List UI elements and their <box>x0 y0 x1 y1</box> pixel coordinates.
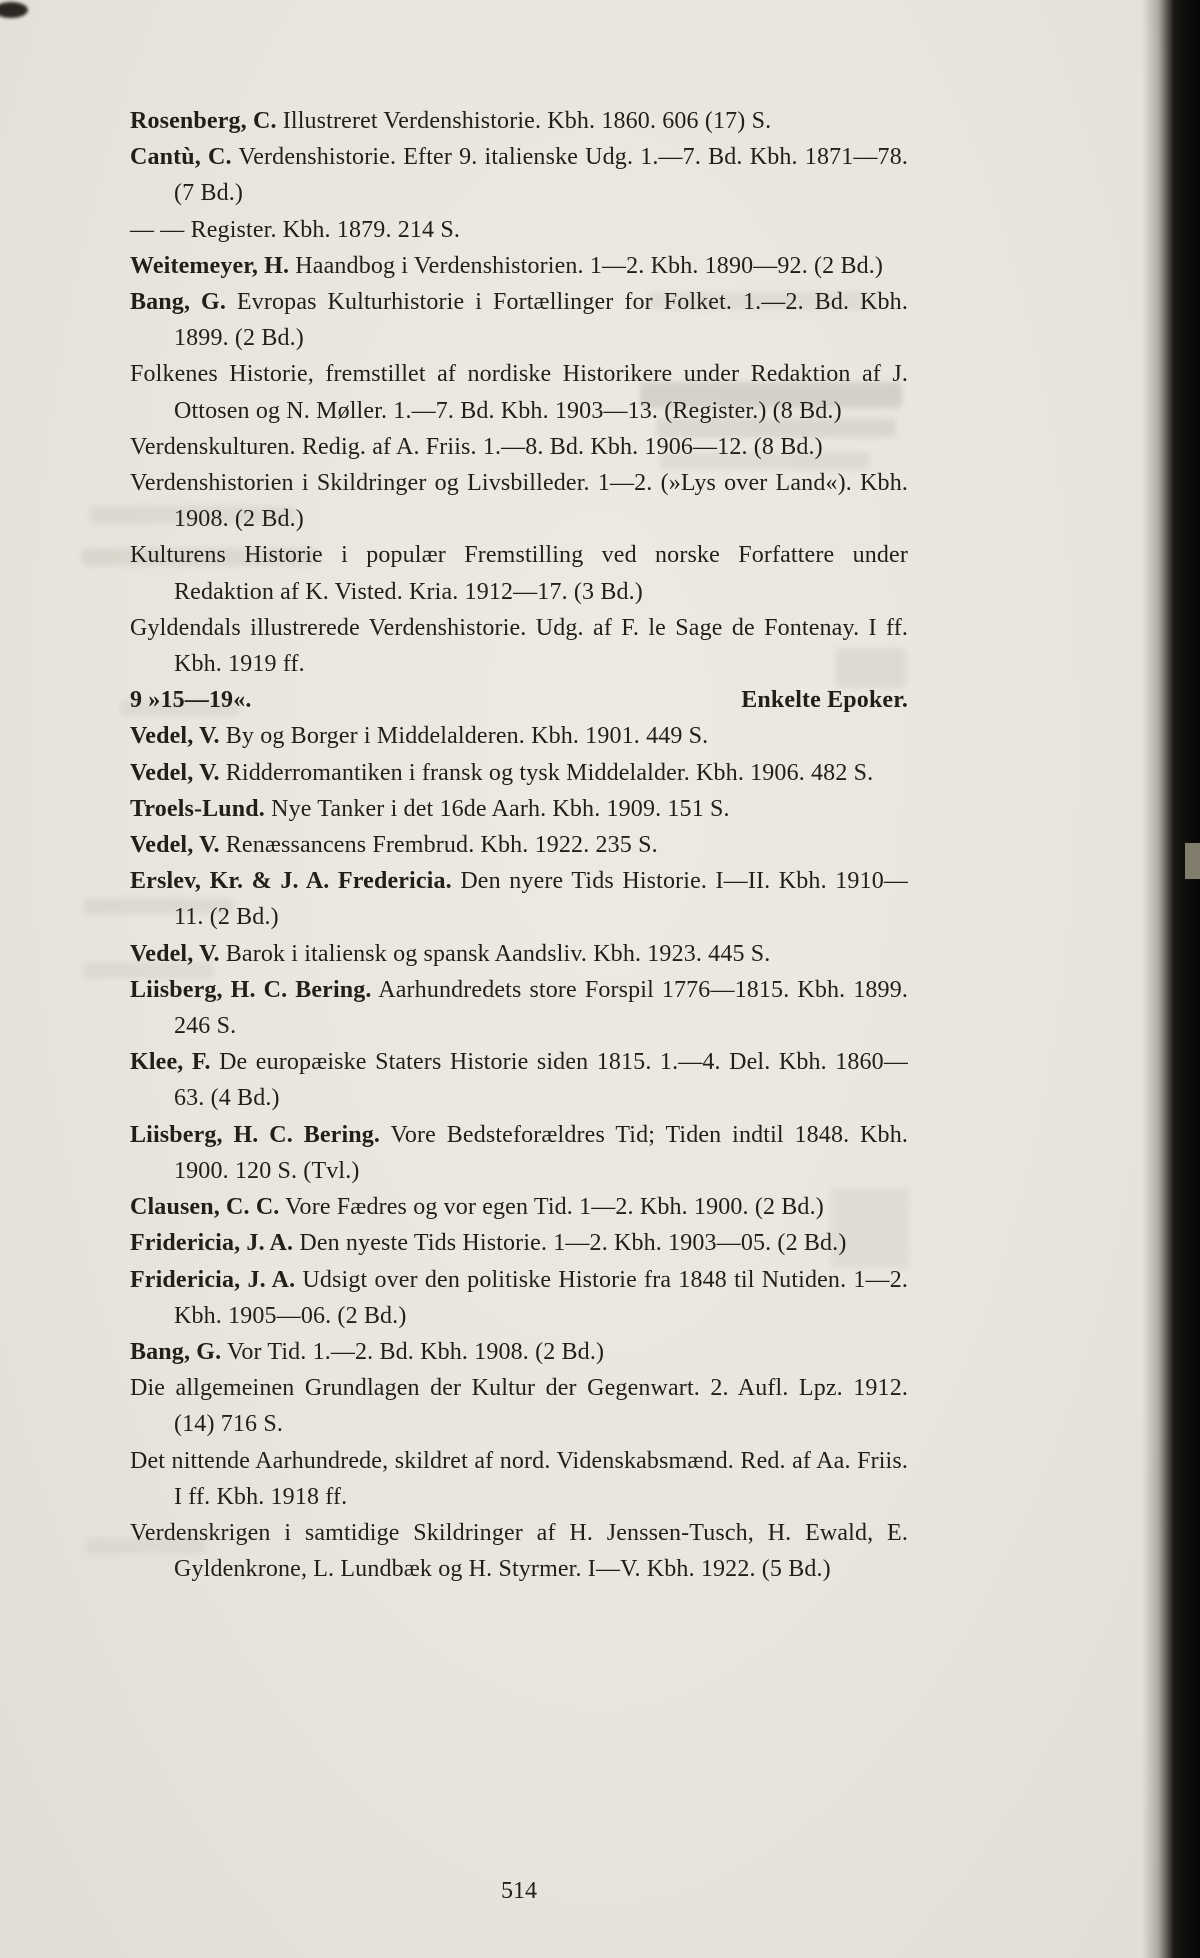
entry-author: Rosenberg, C. <box>130 108 277 134</box>
page-number: 514 <box>501 1878 537 1904</box>
bibliography-entry <box>130 863 908 935</box>
entry-text: Die allgemeinen Grundlagen der Kultur der Gegenwart. 2. Aufl. Lpz. 1912. (14) 716 S. <box>130 1375 908 1438</box>
entry-author: Vedel, V. <box>130 940 220 967</box>
bibliography-entry <box>130 1225 908 1261</box>
entry-text: By og Borger i Middelalderen. Kbh. 1901. 449 S. <box>219 723 709 750</box>
entry-author: Bang, G. <box>130 289 226 316</box>
scan-edge-notch <box>1185 843 1200 879</box>
bibliography-entry <box>130 1117 908 1189</box>
entry-text: De europæiske Staters Historie siden 1815. 1.—4. Del. Kbh. 1860—63. (4 Bd.) <box>174 1049 908 1112</box>
entry-text: Den nyere Tids Historie. I—II. Kbh. 1910—11. (2 Bd.) <box>174 868 908 931</box>
bibliography-entry <box>130 1189 908 1225</box>
entry-text: Gyldendals illustrerede Verdenshistorie. Udg. af F. le Sage de Fontenay. I ff. Kbh. 1919 ff. <box>130 614 908 678</box>
entry-author: Erslev, Kr. & J. A. Fredericia. <box>130 868 452 895</box>
entry-author: Weitemeyer, H. <box>130 252 290 279</box>
entry-text: Verdenshistorien i Skildringer og Livsbilleder. 1—2. (»Lys over Land«). Kbh. 1908. (2 Bd.) <box>130 470 908 533</box>
bibliography-entry <box>130 791 908 827</box>
entry-text: Ridderromantiken i fransk og tysk Middelalder. Kbh. 1906. 482 S. <box>219 759 874 786</box>
bibliography-entry <box>130 755 908 791</box>
bibliography-entry <box>130 1515 908 1587</box>
entry-author: Klee, F. <box>130 1049 211 1076</box>
entry-text: Verdenshistorie. Efter 9. italienske Udg. 1.—7. Bd. Kbh. 1871—78. (7 Bd.) <box>174 144 909 207</box>
entry-text: Vore Bedsteforældres Tid; Tiden indtil 1848. Kbh. 1900. 120 S. (Tvl.) <box>174 1121 908 1184</box>
entry-text: Verdenskrigen i samtidige Skildringer af H. Jenssen-Tusch, H. Ewald, E. Gyldenkrone, L. Lundbæk og H. Styrmer. I—V. Kbh. 1922. (5 Bd.) <box>130 1519 908 1583</box>
bibliography-entry <box>130 356 908 428</box>
entry-author: Troels-Lund. <box>130 795 265 822</box>
entry-text: Verdenskulturen. Redig. af A. Friis. 1.—8. Bd. Kbh. 1906—12. (8 Bd.) <box>130 433 823 460</box>
scan-edge-strip <box>1142 0 1200 1958</box>
bibliography-list <box>130 103 908 1587</box>
entry-author: Fridericia, J. A. <box>130 1266 296 1293</box>
bibliography-entry <box>130 718 908 754</box>
bibliography-entry <box>130 1443 908 1515</box>
entry-text: Haandbog i Verdenshistorien. 1—2. Kbh. 1890—92. (2 Bd.) <box>289 252 884 279</box>
entry-text: Illustreret Verdenshistorie. Kbh. 1860. 606 (17) S. <box>276 108 772 134</box>
bibliography-entry <box>130 1262 908 1334</box>
entry-author: Cantù, C. <box>130 144 232 171</box>
bibliography-entry <box>130 465 908 537</box>
bibliography-entry <box>130 1370 908 1442</box>
bibliography-entry <box>130 936 908 972</box>
bibliography-entry <box>130 139 908 211</box>
entry-text: Evropas Kulturhistorie i Fortællinger for Folket. 1.—2. Bd. Kbh. 1899. (2 Bd.) <box>174 289 908 352</box>
entry-author: Vedel, V. <box>130 832 220 859</box>
scan-artifact-smudge <box>0 2 28 18</box>
bibliography-entry <box>130 972 908 1044</box>
entry-text: Udsigt over den politiske Historie fra 1848 til Nutiden. 1—2. Kbh. 1905—06. (2 Bd.) <box>174 1266 908 1329</box>
entry-text: Nye Tanker i det 16de Aarh. Kbh. 1909. 151 S. <box>264 795 730 822</box>
entry-text: Vor Tid. 1.—2. Bd. Kbh. 1908. (2 Bd.) <box>221 1338 605 1365</box>
entry-author: Vedel, V. <box>130 759 220 786</box>
section-heading <box>130 682 908 718</box>
entry-author: Fridericia, J. A. <box>130 1230 294 1257</box>
entry-author: Liisberg, H. C. Bering. <box>130 1121 381 1148</box>
bibliography-entry <box>130 827 908 863</box>
entry-author: Bang, G. <box>130 1338 222 1365</box>
entry-author: Clausen, C. C. <box>130 1194 280 1221</box>
entry-text: Den nyeste Tids Historie. 1—2. Kbh. 1903—05. (2 Bd.) <box>293 1230 847 1257</box>
entry-text: — — Register. Kbh. 1879. 214 S. <box>130 216 460 243</box>
entry-text: Barok i italiensk og spansk Aandsliv. Kbh. 1923. 445 S. <box>219 940 771 967</box>
bibliography-entry <box>130 284 908 356</box>
bibliography-entry <box>130 429 908 465</box>
entry-text: Folkenes Historie, fremstillet af nordiske Historikere under Redaktion af J. Ottosen og N. Møller. 1.—7. Bd. Kbh. 1903—13. (Register.) (8 Bd.) <box>130 361 908 424</box>
bibliography-entry <box>130 1334 908 1370</box>
bibliography-entry <box>130 248 908 284</box>
bibliography-entry <box>130 212 908 248</box>
entry-author: Liisberg, H. C. Bering. <box>130 976 372 1003</box>
entry-author: Vedel, V. <box>130 723 220 750</box>
entry-text: Aarhundredets store Forspil 1776—1815. Kbh. 1899. 246 S. <box>174 976 908 1040</box>
entry-text: Det nittende Aarhundrede, skildret af nord. Videnskabsmænd. Red. af Aa. Friis. I ff. Kbh. 1918 ff. <box>130 1447 908 1510</box>
section-shelfmark: 9 »15—19«. <box>130 687 252 714</box>
entry-text: Kulturens Historie i populær Fremstilling ved norske Forfattere under Redaktion af K. Visted. Kria. 1912—17. (3 Bd.) <box>130 542 908 605</box>
bibliography-entry <box>130 103 908 139</box>
entry-text: Renæssancens Frembrud. Kbh. 1922. 235 S. <box>219 832 658 859</box>
section-title: Enkelte Epoker. <box>741 687 908 714</box>
bibliography-entry <box>130 1044 908 1116</box>
bibliography-entry <box>130 610 908 682</box>
entry-text: Vore Fædres og vor egen Tid. 1—2. Kbh. 1900. (2 Bd.) <box>279 1194 824 1221</box>
bibliography-entry <box>130 537 908 609</box>
